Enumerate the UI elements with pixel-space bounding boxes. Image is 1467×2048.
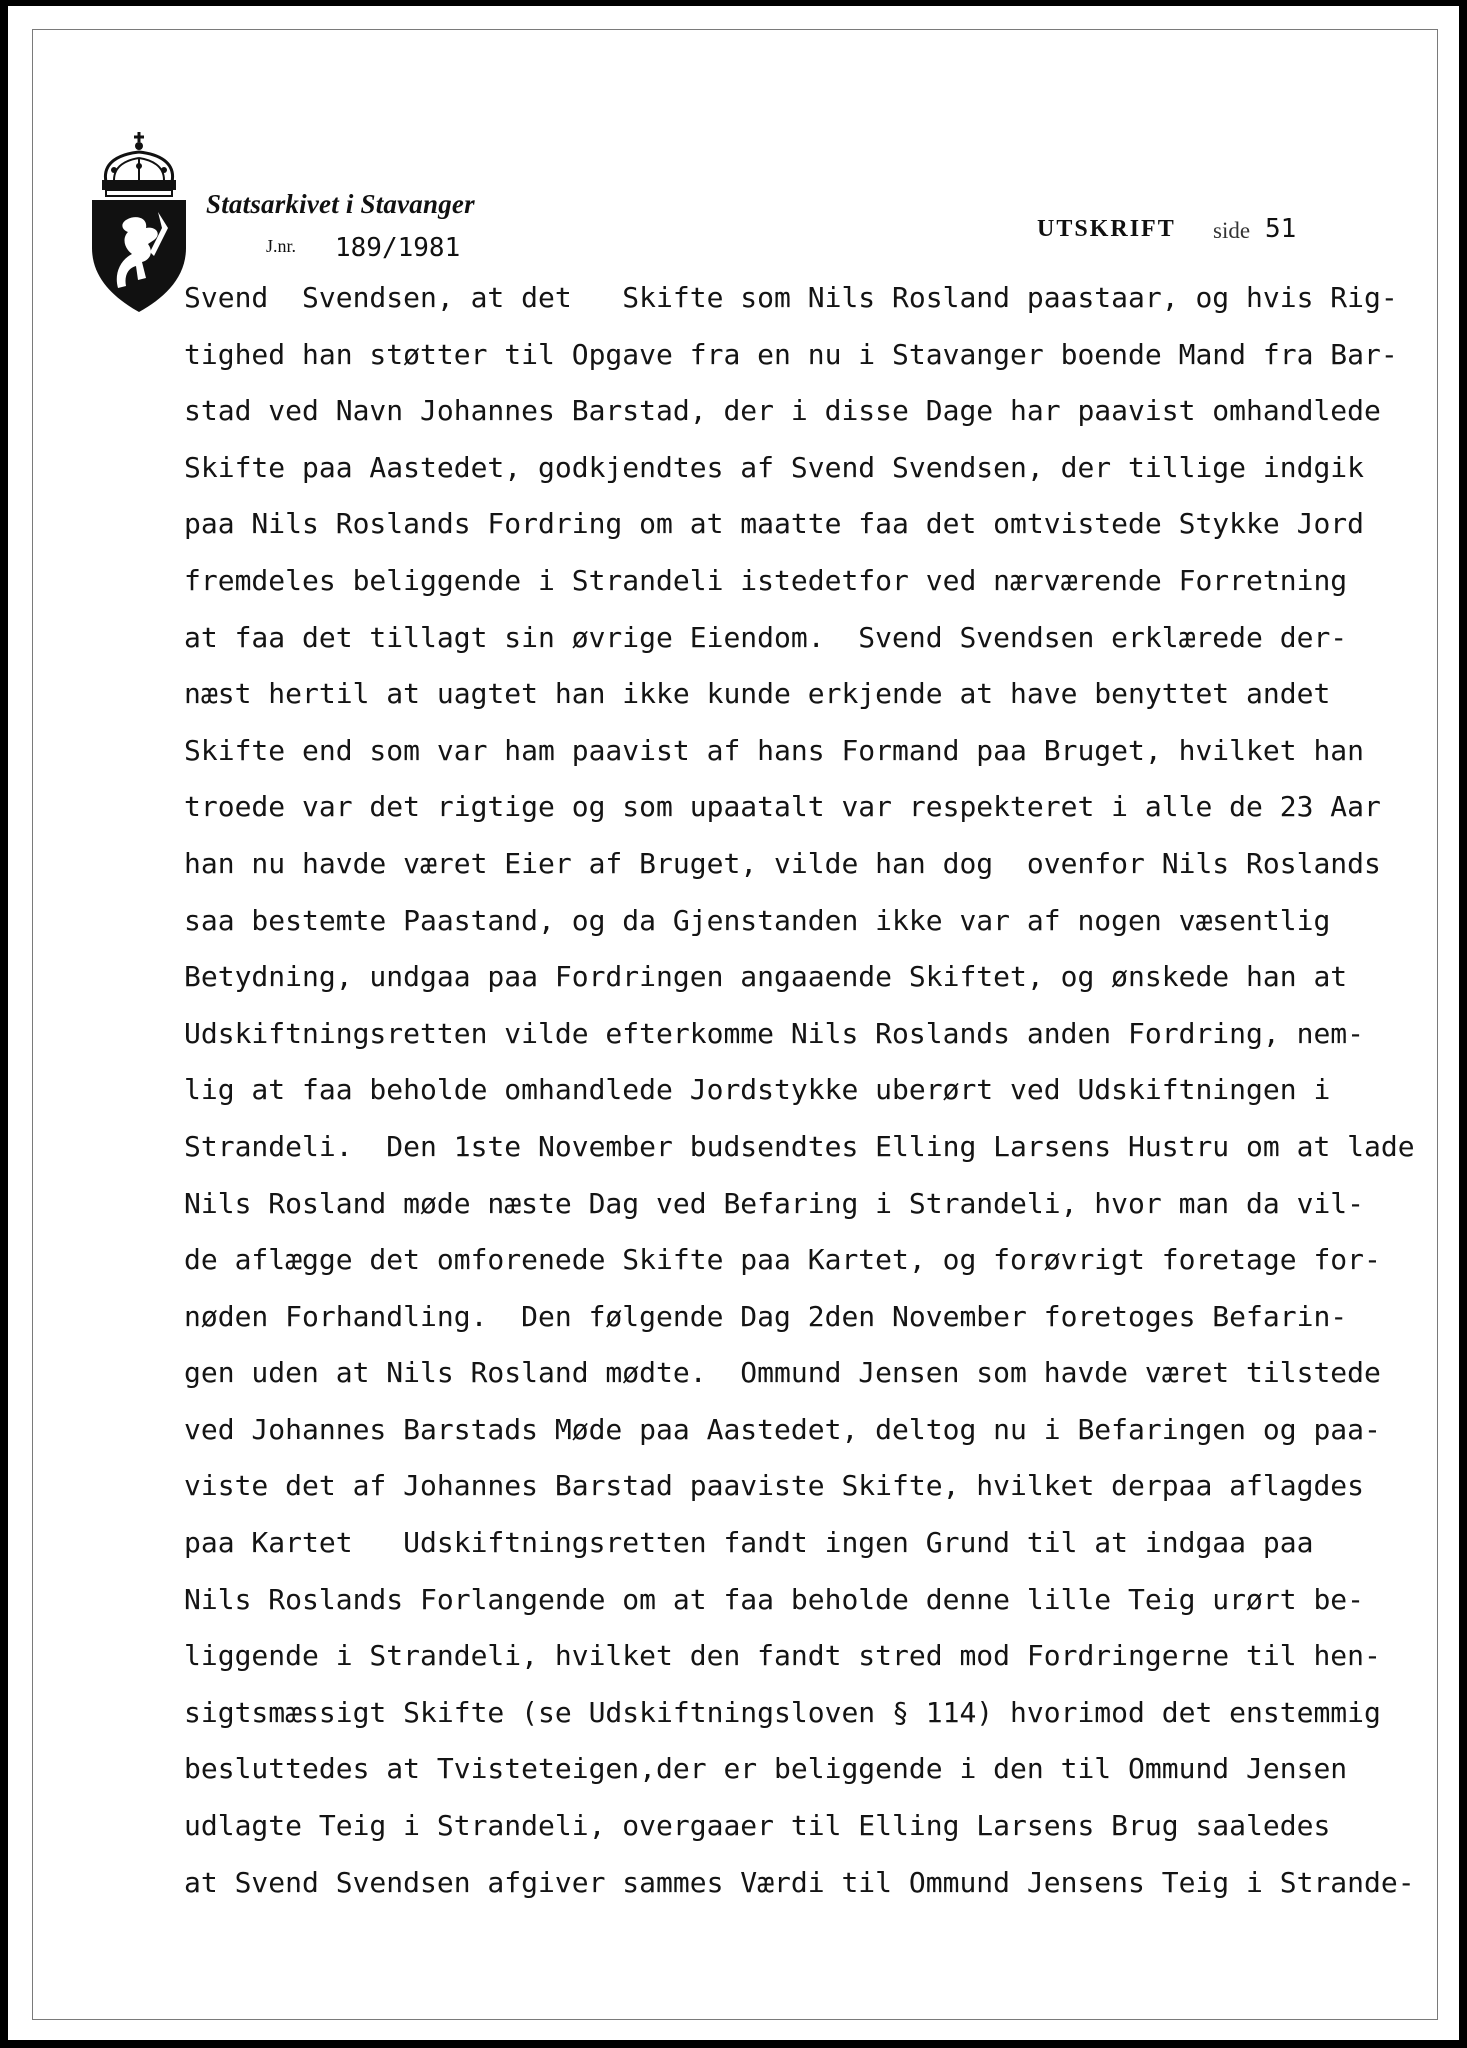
journal-number: 189/1981 [335, 233, 461, 263]
text-line: Nils Rosland møde næste Dag ved Befaring i Strandeli, hvor man da vil- [184, 1186, 1365, 1220]
transcript-text [184, 270, 1424, 1911]
text-line: sigtsmæssigt Skifte (se Udskiftningsloven § 114) hvorimod det enstemmig [184, 1695, 1381, 1729]
text-line: fremdeles beliggende i Strandeli istedetfor ved nærværende Forretning [184, 563, 1348, 597]
text-line: Nils Roslands Forlangende om at faa beholde denne lille Teig urørt be- [184, 1582, 1365, 1616]
text-line: udlagte Teig i Strandeli, overgaaer til Elling Larsens Brug saaledes [184, 1809, 1331, 1843]
text-line: troede var det rigtige og som upaatalt var respekteret i alle de 23 Aar [184, 790, 1381, 824]
text-line: paa Kartet Udskiftningsretten fandt ingen Grund til at indgaa paa [184, 1526, 1314, 1560]
text-line: Strandeli. Den 1ste November budsendtes Elling Larsens Hustru om at lade [184, 1129, 1415, 1163]
text-line: Svend Svendsen, at det Skifte som Nils Rosland paastaar, og hvis Rig- [184, 281, 1398, 314]
text-line: paa Nils Roslands Fordring om at maatte faa det omtvistede Stykke Jord [184, 507, 1365, 541]
text-line: besluttedes at Tvisteteigen,der er beliggende i den til Ommund Jensen [184, 1752, 1348, 1786]
text-line: at Svend Svendsen afgiver sammes Værdi til Ommund Jensens Teig i Strande- [184, 1865, 1415, 1899]
text-line: gen uden at Nils Rosland mødte. Ommund Jensen som havde været tilstede [184, 1356, 1381, 1390]
text-line: Udskiftningsretten vilde efterkomme Nils Roslands anden Fordring, nem- [184, 1016, 1365, 1050]
norwegian-coat-of-arms-icon [84, 128, 194, 314]
journal-number-label: J.nr. [266, 236, 297, 256]
text-line: saa bestemte Paastand, og da Gjenstanden ikke var af nogen væsentlig [184, 903, 1331, 937]
text-line: de aflægge det omforenede Skifte paa Kartet, og forøvrigt foretage for- [184, 1243, 1381, 1277]
text-line: tighed han støtter til Opgave fra en nu i Stavanger boende Mand fra Bar- [184, 337, 1398, 371]
text-line: ved Johannes Barstads Møde paa Aastedet, deltog nu i Befaringen og paa- [184, 1412, 1381, 1446]
text-line: liggende i Strandeli, hvilket den fandt stred mod Fordringerne til hen- [184, 1639, 1381, 1673]
text-line: stad ved Navn Johannes Barstad, der i disse Dage har paavist omhandlede [184, 394, 1381, 428]
text-line: nøden Forhandling. Den følgende Dag 2den November foretoges Befarin- [184, 1299, 1348, 1333]
side-label: side [1213, 218, 1251, 243]
text-line: Skifte end som var ham paavist af hans Formand paa Bruget, hvilket han [184, 733, 1365, 767]
text-line: han nu havde været Eier af Bruget, vilde han dog ovenfor Nils Roslands [184, 846, 1381, 880]
archive-name: Statsarkivet i Stavanger [206, 189, 475, 219]
utskrift-label: UTSKRIFT [1037, 216, 1176, 242]
text-line: Skifte paa Aastedet, godkjendtes af Svend Svendsen, der tillige indgik [184, 450, 1365, 484]
text-line: at faa det tillagt sin øvrige Eiendom. Svend Svendsen erklærede der- [184, 620, 1348, 654]
text-line: Betydning, undgaa paa Fordringen angaaende Skiftet, og ønskede han at [184, 960, 1348, 994]
text-line: næst hertil at uagtet han ikke kunde erkjende at have benyttet andet [184, 677, 1331, 711]
page-number: 51 [1265, 214, 1297, 244]
text-line: viste det af Johannes Barstad paaviste Skifte, hvilket derpaa aflagdes [184, 1469, 1365, 1503]
text-line: lig at faa beholde omhandlede Jordstykke uberørt ved Udskiftningen i [184, 1073, 1331, 1107]
